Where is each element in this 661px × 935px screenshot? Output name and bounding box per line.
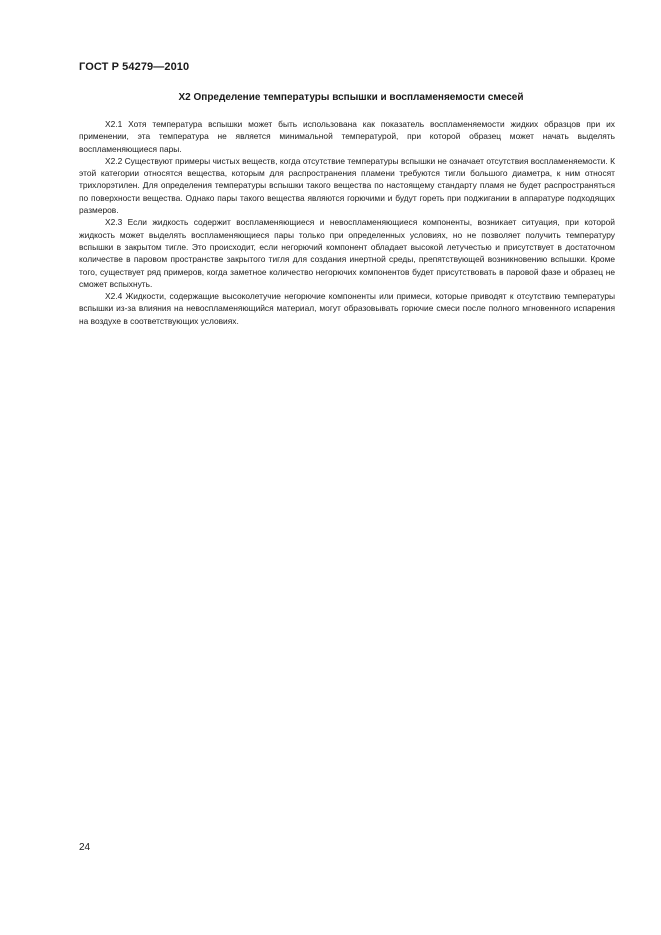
section-title: Х2 Определение температуры вспышки и воспламеняемости смесей — [178, 92, 524, 103]
paragraph-x2-1: Х2.1 Хотя температура вспышки может быть использована как показатель воспламеняемости жидких образцов при их применении, эта температура не является минимальной температурой, при которой образец может начать выделять воспламеняющиеся пары. — [79, 119, 615, 154]
paragraph-x2-2: Х2.2 Существуют примеры чистых веществ, когда отсутствие температуры вспышки не означает отсутствия воспламеняемости. К этой категории относятся вещества, которым для распространения пламени требуются тигли большого диаметра, к ним относят трихлорэтилен. Для определения температуры вспышки такого вещества по настоящему стандарту пламя не будет распространяться по поверхности вещества. Однако пары такого вещества являются горючими и будут гореть при поджигании в аппаратуре подходящих размеров. — [79, 155, 615, 216]
section-body — [79, 118, 615, 327]
page-number: 24 — [79, 842, 91, 853]
paragraph-x2-3: Х2.3 Если жидкость содержит воспламеняющиеся и невоспламеняющиеся компоненты, возникает ситуация, при которой жидкость может выделять воспламеняющиеся пары только при определенных условиях, но не позволяет получить температуру вспышки в закрытом тигле. Это происходит, если негорючий компонент обладает высокой летучестью и присутствует в достаточном количестве в паровом пространстве закрытого тигля для создания инертной среды, препятствующей возникновению вспышки. Кроме того, существует ряд примеров, когда заметное количество негорючих компонентов будет присутствовать в паровой фазе и образец не сможет вспыхнуть. — [79, 217, 615, 289]
paragraph-x2-4: Х2.4 Жидкости, содержащие высоколетучие негорючие компоненты или примеси, которые приводят к отсутствию температуры вспышки из-за влияния на невоспламеняющийся материал, могут образовывать горючие смеси после полного мгновенного испарения на воздухе в соответствующих условиях. — [79, 291, 615, 326]
document-code-header: ГОСТ Р 54279—2010 — [79, 61, 190, 73]
